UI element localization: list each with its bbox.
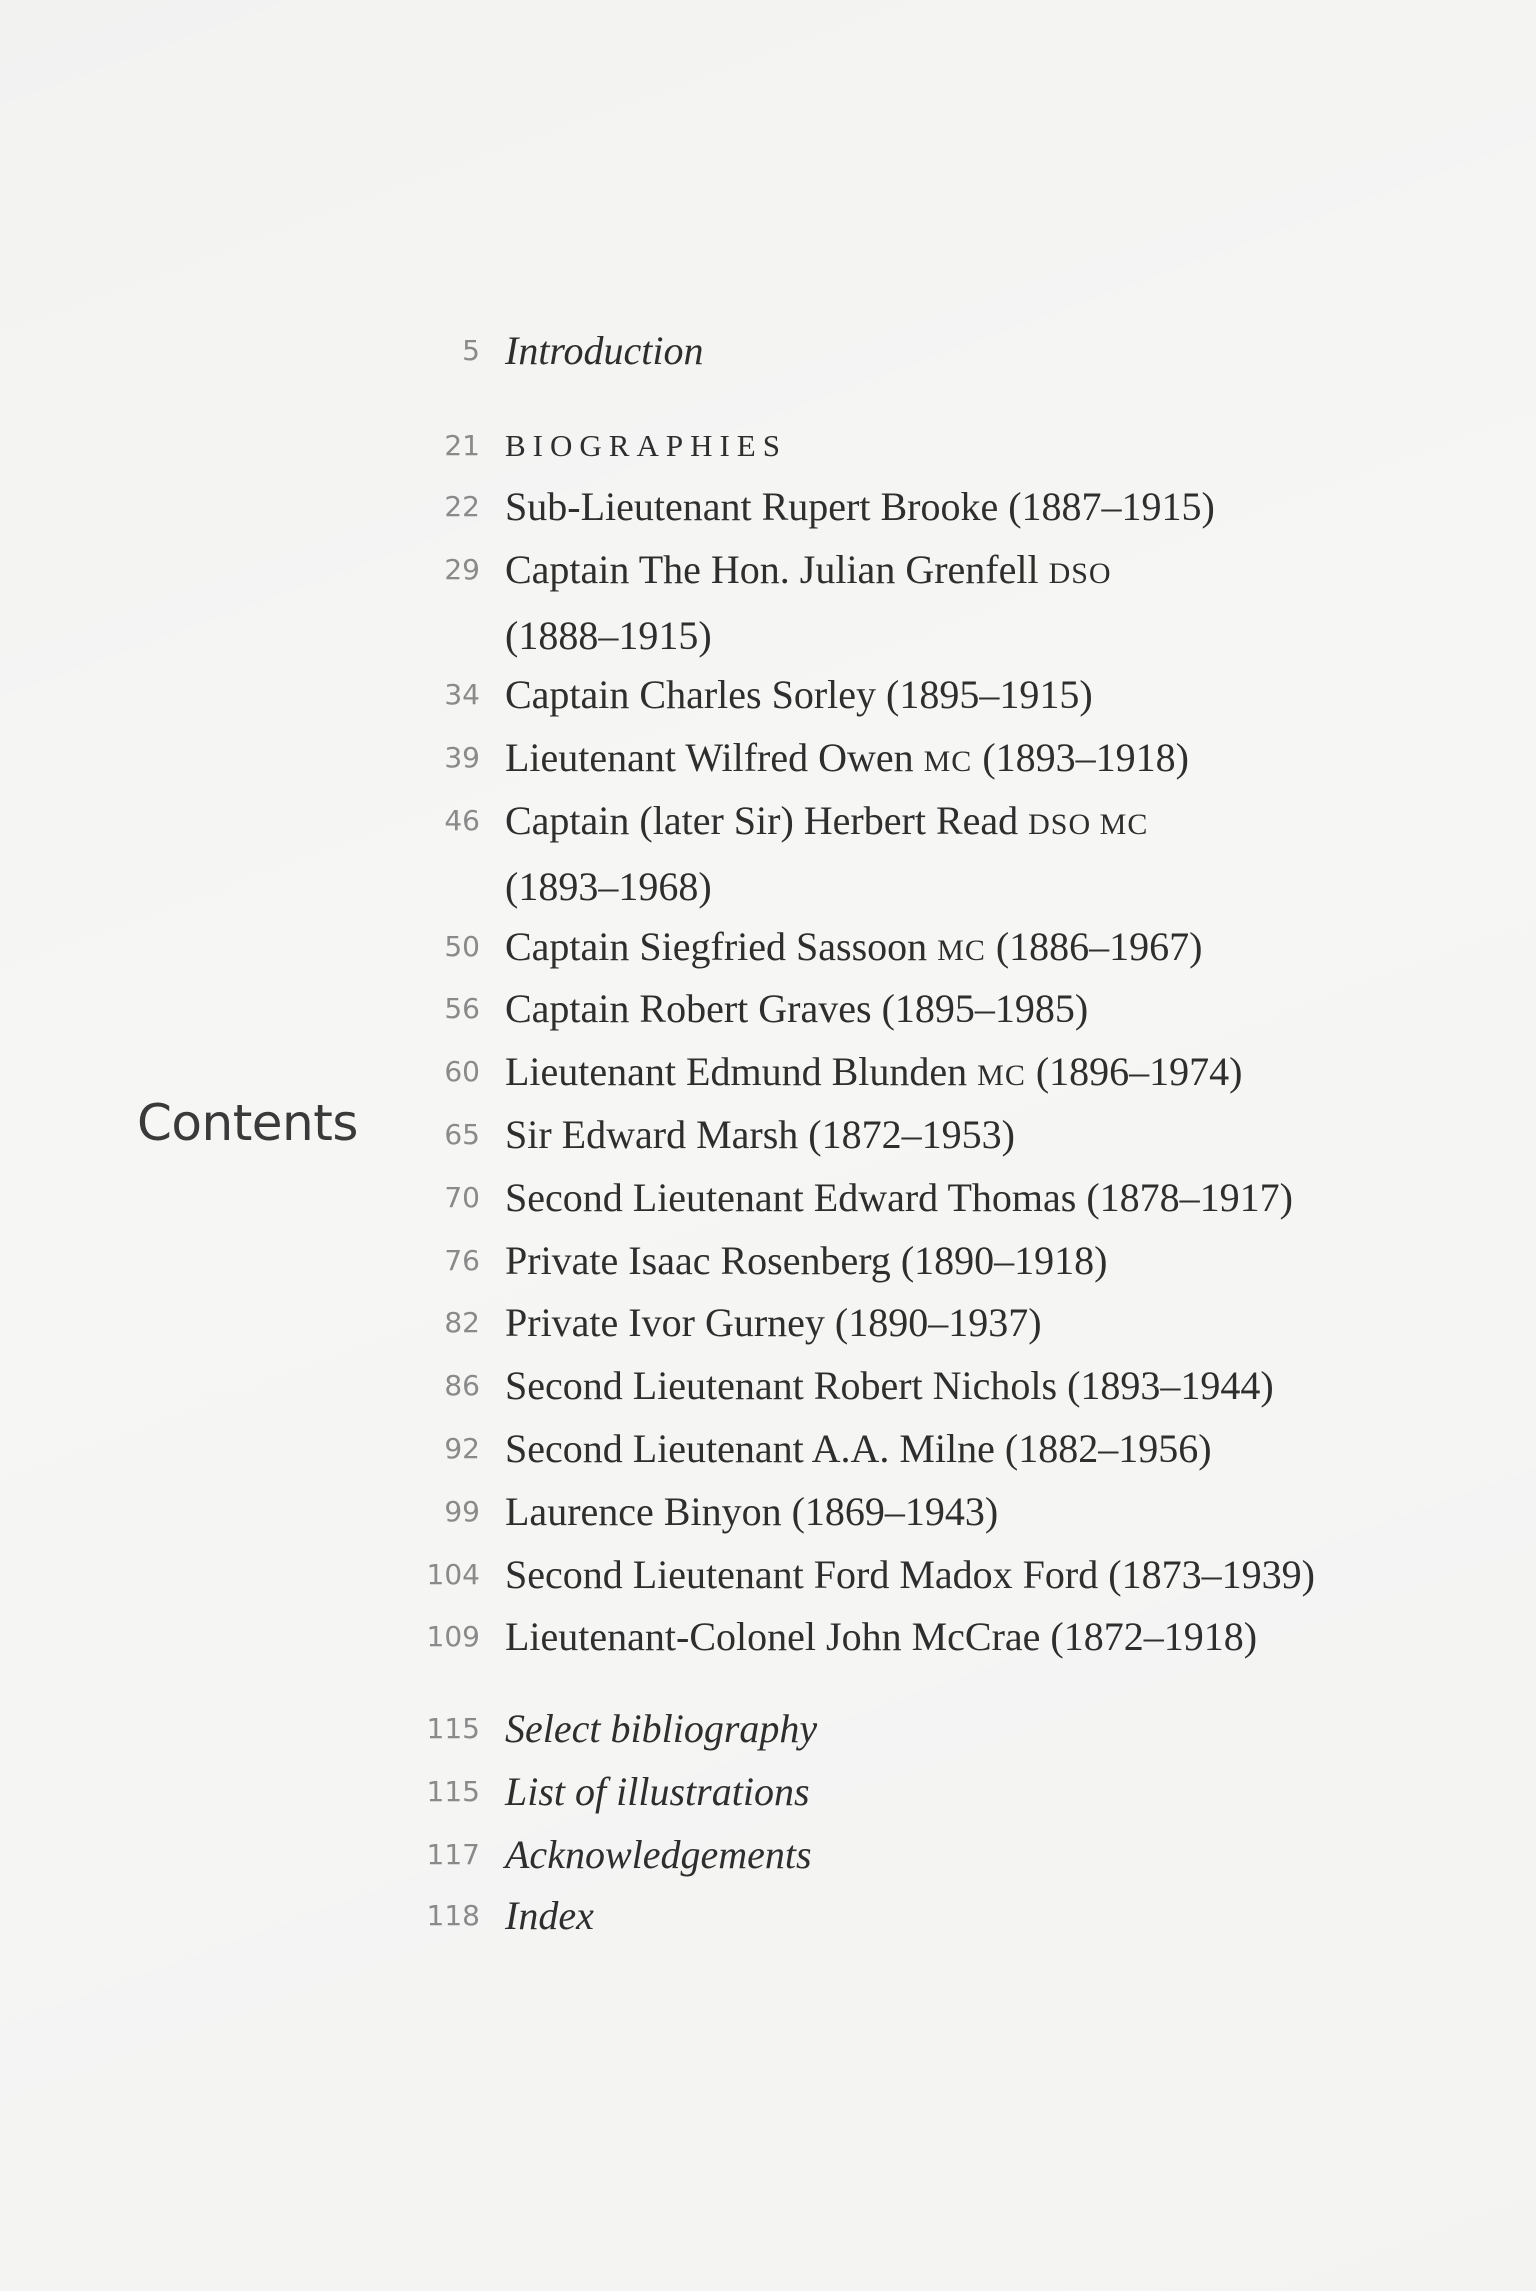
entry-dates: (1882–1956) (1004, 1426, 1212, 1471)
entry-name: Captain Charles Sorley (505, 672, 877, 718)
entry-title (505, 916, 1203, 982)
entry-dates: (1896–1974) (1035, 1049, 1243, 1095)
entry-title: Introduction (505, 328, 704, 373)
entry-title (505, 539, 1112, 668)
entry-name: Second Lieutenant Ford Madox Ford (505, 1551, 1099, 1597)
page-number: 86 (444, 1369, 480, 1403)
entry-name: Lieutenant-Colonel John McCrae (505, 1614, 1041, 1660)
page-number: 50 (444, 929, 480, 963)
entry-name: Second Lieutenant Edward Thomas (505, 1174, 1077, 1220)
page-number: 60 (444, 1055, 480, 1089)
entry-title (505, 1104, 1015, 1166)
entry-title (505, 790, 1148, 919)
entry-title (505, 1041, 1242, 1107)
entry-title: Index (505, 1893, 594, 1938)
entry-dates: (1886–1967) (995, 923, 1203, 969)
entry-title (505, 1230, 1107, 1292)
entry-name: Second Lieutenant Robert Nichols (505, 1363, 1058, 1409)
entry-title (505, 1355, 1274, 1417)
entry-honours: DSO MC (1028, 808, 1149, 841)
page-number: 5 (462, 334, 480, 367)
entry-name: Captain The Hon. Julian Grenfell (505, 546, 1039, 592)
page-number: 39 (444, 741, 480, 775)
entry-dates: (1895–1985) (881, 986, 1089, 1032)
entry-name: Captain Siegfried Sassoon (505, 923, 928, 969)
entry-title (505, 664, 1093, 726)
entry-dates: (1895–1915) (886, 672, 1093, 718)
entry-title: List of illustrations (505, 1769, 810, 1814)
page-number: 115 (426, 1775, 480, 1808)
page-number: 76 (444, 1243, 480, 1277)
entry-title: Select bibliography (505, 1706, 818, 1751)
page-number: 65 (444, 1118, 480, 1151)
entry-name: Laurence Binyon (505, 1488, 782, 1534)
entry-dates: (1887–1915) (1008, 484, 1215, 529)
entry-name: Sir Edward Marsh (505, 1112, 799, 1157)
entry-dates: (1890–1918) (900, 1237, 1108, 1283)
page-number: 29 (444, 552, 480, 586)
entry-dates: (1878–1917) (1086, 1174, 1293, 1220)
entry-honours: DSO (1048, 556, 1112, 590)
entry-title (505, 978, 1088, 1040)
entry-name: Sub-Lieutenant Rupert Brooke (505, 484, 999, 529)
page-number: 109 (426, 1620, 480, 1654)
entry-dates: (1888–1915) (505, 612, 712, 658)
page-number: 82 (444, 1306, 480, 1340)
entry-title (505, 476, 1215, 538)
page-number: 104 (426, 1557, 480, 1591)
entry-title (505, 1481, 998, 1543)
page-number: 56 (444, 992, 480, 1026)
entry-dates: (1872–1918) (1050, 1614, 1258, 1660)
entry-dates: (1893–1968) (505, 864, 712, 909)
entry-name: Private Ivor Gurney (505, 1300, 825, 1346)
entry-title (505, 1167, 1293, 1229)
page-number: 117 (426, 1838, 480, 1871)
entry-title (505, 1606, 1257, 1668)
entry-dates: (1869–1943) (791, 1488, 999, 1534)
entry-dates: (1893–1944) (1067, 1363, 1274, 1409)
contents-heading: Contents (137, 1094, 358, 1152)
entry-title (505, 1418, 1212, 1480)
entry-dates: (1890–1937) (834, 1300, 1042, 1346)
page-number: 92 (444, 1432, 480, 1465)
entry-title (505, 1544, 1315, 1606)
entry-honours: MC (977, 1059, 1026, 1093)
entry-dates: (1872–1953) (808, 1112, 1015, 1157)
entry-name: Second Lieutenant A.A. Milne (505, 1426, 995, 1471)
page-number: 70 (444, 1180, 480, 1214)
entry-title (505, 1292, 1042, 1354)
entry-name: Captain Robert Graves (505, 986, 872, 1032)
page-number: 34 (444, 678, 480, 712)
page-number: 46 (444, 804, 480, 837)
entry-name: Private Isaac Rosenberg (505, 1237, 891, 1283)
entry-honours: MC (923, 745, 973, 779)
page-number: 21 (444, 429, 480, 462)
entry-name: Captain (later Sir) Herbert Read (505, 798, 1019, 843)
page-number: 118 (426, 1899, 480, 1932)
entry-honours: MC (937, 933, 986, 967)
page-number: 99 (444, 1494, 480, 1528)
page-number: 115 (426, 1712, 480, 1745)
entry-title (505, 727, 1189, 793)
entry-name: Lieutenant Edmund Blunden (505, 1049, 968, 1095)
entry-dates: (1893–1918) (982, 735, 1189, 781)
page-number: 22 (444, 490, 480, 523)
section-title: BIOGRAPHIES (505, 428, 787, 463)
entry-dates: (1873–1939) (1108, 1551, 1315, 1597)
entry-title: Acknowledgements (505, 1832, 812, 1877)
entry-name: Lieutenant Wilfred Owen (505, 735, 914, 781)
